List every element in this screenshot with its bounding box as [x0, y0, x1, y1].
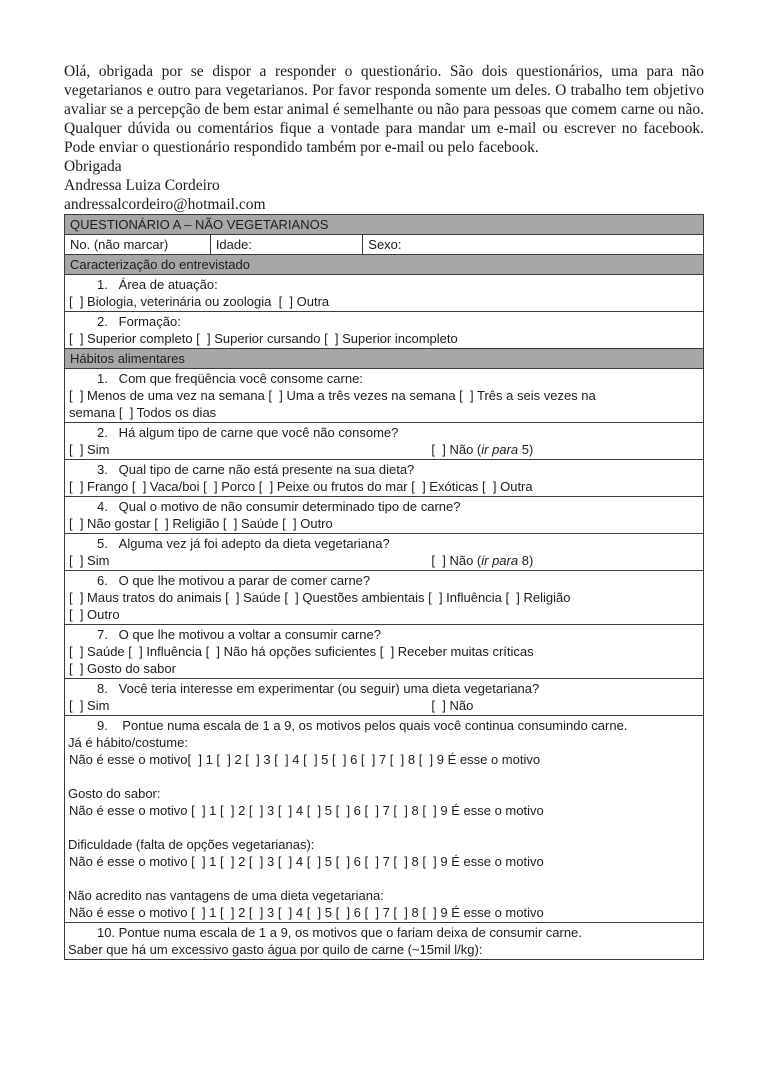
nao-option: [ ] Não (ir para 5) [431, 442, 534, 457]
question-escala-continua-consumindo [65, 715, 703, 922]
checkbox-options-line: [ ] Biologia, veterinária ou zoologia [ ] Outra [69, 294, 330, 309]
question-voltar-consumir [65, 624, 703, 678]
question-text: 2. Formação: [97, 314, 181, 329]
checkbox-options-line: [ ] Frango [ ] Vaca/boi [ ] Porco [ ] Peixe ou frutos do mar [ ] Exóticas [ ] Outra [69, 479, 533, 494]
question-text: 8. Você teria interesse em experimentar (ou seguir) uma dieta vegetariana? [97, 681, 540, 696]
scale-label: Já é hábito/costume: [68, 735, 188, 750]
question-text: 4. Qual o motivo de não consumir determinado tipo de carne? [97, 499, 461, 514]
intro-block [64, 62, 704, 214]
spacer [68, 870, 700, 887]
section-header-caracterizacao: Caracterização do entrevistado [65, 254, 703, 274]
scale-line: Não é esse o motivo[ ] 1 [ ] 2 [ ] 3 [ ] 4 [ ] 5 [ ] 6 [ ] 7 [ ] 8 [ ] 9 É esse o motivo [69, 752, 541, 767]
question-text: 7. O que lhe motivou a voltar a consumir carne? [97, 627, 381, 642]
spacer [68, 768, 700, 785]
nao-option: [ ] Não (ir para 8) [431, 553, 534, 568]
ir-para-italic: ir para [481, 442, 519, 457]
question-text: 1. Área de atuação: [97, 277, 218, 292]
spacer [68, 819, 700, 836]
question-text: 9. Pontue numa escala de 1 a 9, os motivos pelos quais você continua consumindo carne. [97, 718, 628, 733]
closing-text: Obrigada [64, 158, 122, 175]
checkbox-options-line: [ ] Maus tratos do animais [ ] Saúde [ ] Questões ambientais [ ] Influência [ ] Religião [69, 590, 571, 605]
question-text: 2. Há algum tipo de carne que você não consome? [97, 425, 399, 440]
question-formacao [65, 311, 703, 348]
nao-option: [ ] Não [431, 698, 474, 713]
checkbox-options-line: [ ] Gosto do sabor [69, 661, 176, 676]
intro-paragraph: Olá, obrigada por se dispor a responder o questionário. São dois questionários, uma para não vegetarianos e outro para vegetarianos. Por favor responda somente um deles. O trabalho tem objetivo avaliar se a percepção de bem estar animal é semelhante ou não para pessoas que comem carne ou não. Qualquer dúvida ou comentários fique a vontade para mandar um e-mail ou escrever no facebook. Pode enviar o questionário respondido também por e-mail ou pelo facebook. [64, 63, 704, 156]
checkbox-options-line: [ ] Outro [69, 607, 120, 622]
checkbox-options-line: semana [ ] Todos os dias [69, 405, 217, 420]
scale-label: Dificuldade (falta de opções vegetarianas): [68, 837, 315, 852]
question-text: 5. Alguma vez já foi adepto da dieta vegetariana? [97, 536, 390, 551]
id-idade-cell: Idade: [210, 235, 362, 254]
sim-nao-line [68, 441, 700, 458]
scale-block-sabor [68, 785, 700, 819]
id-row [65, 234, 703, 254]
ir-para-italic: ir para [481, 553, 519, 568]
questionnaire-table [64, 214, 704, 960]
sim-option: [ ] Sim [69, 442, 110, 457]
sim-option: [ ] Sim [69, 553, 110, 568]
checkbox-options-line: [ ] Saúde [ ] Influência [ ] Não há opções suficientes [ ] Receber muitas críticas [69, 644, 534, 659]
scale-line: Não é esse o motivo [ ] 1 [ ] 2 [ ] 3 [ ] 4 [ ] 5 [ ] 6 [ ] 7 [ ] 8 [ ] 9 É esse o motivo [69, 854, 544, 869]
question-text: 10. Pontue numa escala de 1 a 9, os motivos que o fariam deixa de consumir carne. [97, 925, 582, 940]
question-text: 1. Com que freqüência você consome carne: [97, 371, 363, 386]
checkbox-options-line: [ ] Menos de uma vez na semana [ ] Uma a três vezes na semana [ ] Três a seis vezes na [69, 388, 596, 403]
question-text: 3. Qual tipo de carne não está presente na sua dieta? [97, 462, 415, 477]
author-email: andressalcordeiro@hotmail.com [64, 196, 266, 213]
sim-option: [ ] Sim [69, 698, 110, 713]
scale-label: Não acredito nas vantagens de uma dieta vegetariana: [68, 888, 384, 903]
question-area-atuacao [65, 274, 703, 311]
question-adepto-dieta [65, 533, 703, 570]
id-no-cell: No. (não marcar) [70, 237, 169, 252]
question-text: 6. O que lhe motivou a parar de comer carne? [97, 573, 371, 588]
table-title: QUESTIONÁRIO A – NÃO VEGETARIANOS [65, 215, 703, 234]
question-interesse-dieta [65, 678, 703, 715]
question-carne-nao-consome [65, 422, 703, 459]
scale-line: Não é esse o motivo [ ] 1 [ ] 2 [ ] 3 [ ] 4 [ ] 5 [ ] 6 [ ] 7 [ ] 8 [ ] 9 É esse o motivo [69, 905, 544, 920]
scale-block-dificuldade [68, 836, 700, 870]
scale-line: Não é esse o motivo [ ] 1 [ ] 2 [ ] 3 [ ] 4 [ ] 5 [ ] 6 [ ] 7 [ ] 8 [ ] 9 É esse o motivo [69, 803, 544, 818]
checkbox-options-line: [ ] Superior completo [ ] Superior cursando [ ] Superior incompleto [69, 331, 458, 346]
scale-block-vantagens [68, 887, 700, 921]
scale-label: Gosto do sabor: [68, 786, 161, 801]
checkbox-options-line: [ ] Não gostar [ ] Religião [ ] Saúde [ ] Outro [69, 516, 333, 531]
question-parar-comer-carne [65, 570, 703, 624]
author-name: Andressa Luiza Cordeiro [64, 177, 220, 194]
sim-nao-line [68, 697, 700, 714]
section-header-habitos: Hábitos alimentares [65, 348, 703, 368]
question-escala-deixar-consumir [65, 922, 703, 959]
id-sexo-cell: Sexo: [362, 235, 703, 254]
scale-label: Saber que há um excessivo gasto água por quilo de carne (~15mil l/kg): [68, 942, 483, 957]
question-frequencia [65, 368, 703, 422]
question-tipo-carne [65, 459, 703, 496]
scale-block-habito [68, 734, 700, 768]
sim-nao-line [68, 552, 700, 569]
question-motivo-nao-consumir [65, 496, 703, 533]
